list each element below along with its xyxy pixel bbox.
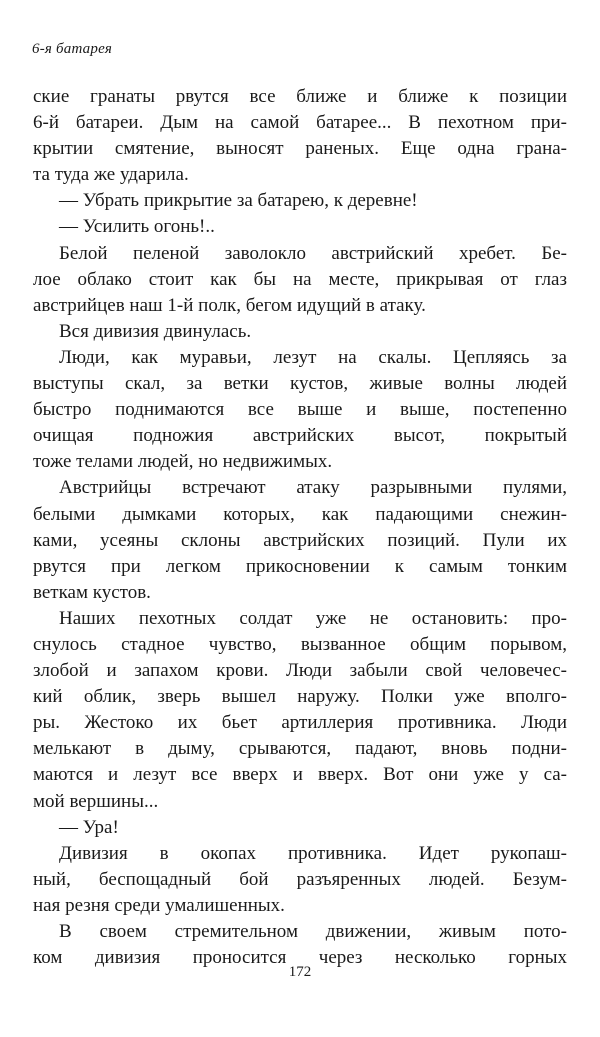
text-line: тоже телами людей, но недвижимых. xyxy=(33,451,333,473)
text-line: маются и лезут все вверх и вверх. Вот они уже у са- xyxy=(33,764,567,786)
text-line: очищая подножия австрийских высот, покрытый xyxy=(33,425,567,447)
text-line: — Ура! xyxy=(59,816,119,838)
text-line: лое облако стоит как бы на месте, прикрывая от глаз xyxy=(33,268,567,290)
text-line: выступы скал, за ветки кустов, живые волны людей xyxy=(33,373,567,395)
text-line: 6-й батареи. Дым на самой батарее... В пехотном при- xyxy=(33,112,567,134)
text-line: та туда же ударила. xyxy=(33,164,189,186)
text-line: веткам кустов. xyxy=(33,581,151,603)
text-line: ный, беспощадный бой разъяренных людей. Безум- xyxy=(33,868,567,890)
text-line: Вся дивизия двинулась. xyxy=(59,320,252,342)
text-line: В своем стремительном движении, живым пото- xyxy=(59,921,567,942)
text-line: белыми дымками которых, как падающими снежин- xyxy=(33,503,567,525)
text-line: мелькают в дыму, срываются, падают, вновь подни- xyxy=(33,738,567,760)
text-line: мой вершины... xyxy=(33,790,159,812)
text-line: злобой и запахом крови. Люди забыли свой человечес- xyxy=(33,660,567,682)
text-line: ком дивизия проносится через несколько горных xyxy=(33,947,567,969)
text-line: — Усилить огонь!.. xyxy=(59,216,215,238)
text-line: рвутся при легком прикосновении к самым тонким xyxy=(33,555,567,577)
text-line: Белой пеленой заволокло австрийский хребет. Бе- xyxy=(59,242,567,264)
text-line: Люди, как муравьи, лезут на скалы. Цепляясь за xyxy=(59,346,567,368)
text-line: быстро поднимаются все выше и выше, постепенно xyxy=(33,399,567,421)
text-line: Наших пехотных солдат уже не остановить: про- xyxy=(59,607,567,629)
text-line: ские гранаты рвутся все ближе и ближе к позиции xyxy=(33,86,567,107)
body-text xyxy=(33,84,567,971)
running-head: 6-я батарея xyxy=(32,41,113,57)
text-line: снулось стадное чувство, вызванное общим порывом, xyxy=(33,633,567,655)
page-number: 172 xyxy=(288,964,312,980)
text-line: Дивизия в окопах противника. Идет рукопаш- xyxy=(59,842,567,864)
text-line: — Убрать прикрытие за батарею, к деревне! xyxy=(59,190,418,212)
text-line: кий облик, зверь вышел наружу. Полки уже вполго- xyxy=(33,686,567,708)
text-line: ры. Жестоко их бьет артиллерия противника. Люди xyxy=(33,712,567,734)
text-line: крытии смятение, выносят раненых. Еще одна грана- xyxy=(33,138,567,160)
text-line: австрийцев наш 1-й полк, бегом идущий в атаку. xyxy=(33,294,426,316)
text-line: Австрийцы встречают атаку разрывными пулями, xyxy=(59,477,567,499)
text-line: ная резня среди умалишенных. xyxy=(33,894,285,916)
text-line: ками, усеяны склоны австрийских позиций. Пули их xyxy=(33,529,567,551)
